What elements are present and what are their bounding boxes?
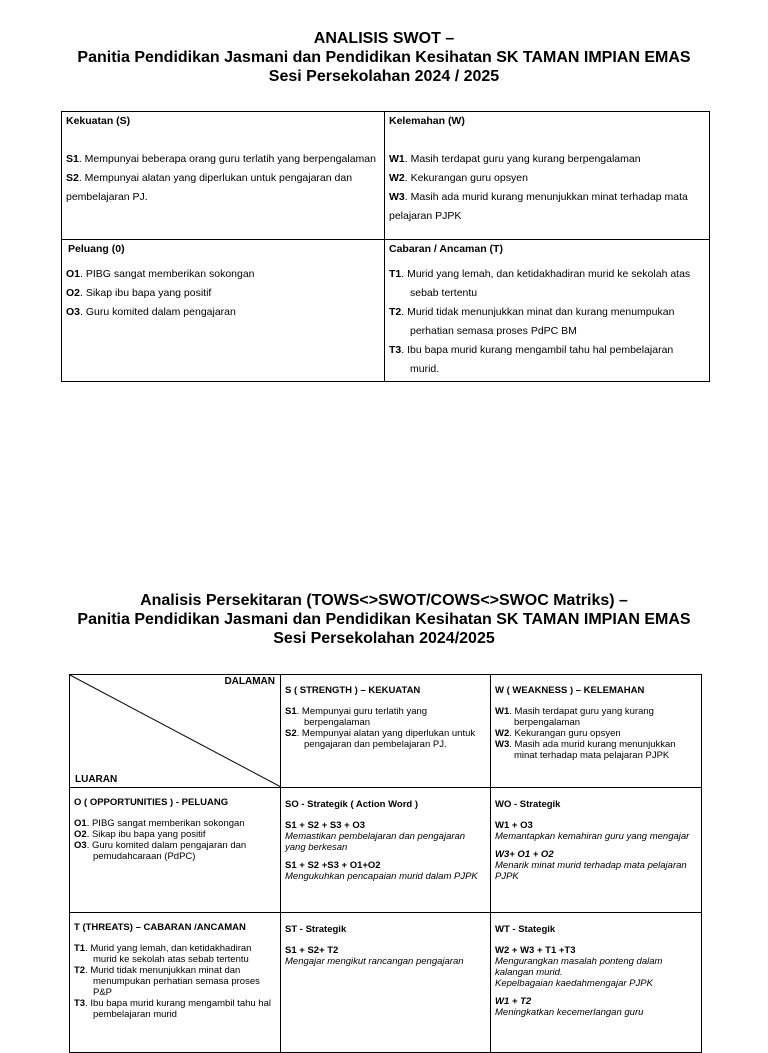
wt-formula: W2 + W3 + T1 +T3 [495,945,576,956]
strength-item: S1. Mempunyai beberapa orang guru terlatih yang berpengalaman [66,153,376,165]
so-heading: SO - Strategik ( Action Word ) [285,799,419,810]
tows-weakness-item: W2. Kekurangan guru opsyen [495,728,621,739]
threat-item: T2. Murid tidak menunjukkan minat dan kurang menumpukan perhatian semasa proses PdPC BM [389,306,675,337]
tows-opportunity-item: O1. PIBG sangat memberikan sokongan [74,818,245,829]
so-formula: S1 + S2 + S3 + O3 [285,820,366,831]
threat-heading: Cabaran / Ancaman (T) [389,243,503,255]
tows-strength-item: S2. Mempunyai alatan yang diperlukan untuk pengajaran dan pembelajaran PJ. [285,728,476,750]
tows-weakness-item: W3. Masih ada murid kurang menunjukkan minat terhadap mata pelajaran PJPK [495,739,676,761]
tows-matrix [69,674,702,1053]
tows-threat-item: T2. Murid tidak menunjukkan minat dan menumpukan perhatian semasa proses P&P [74,965,260,998]
weakness-item: W2. Kekurangan guru opsyen [389,172,528,184]
wo-formula: W3+ O1 + O2 [495,849,554,860]
wo-heading: WO - Strategik [495,799,561,810]
swot-title-line-1: ANALISIS SWOT – [313,30,455,47]
tows-weakness-heading: W ( WEAKNESS ) – KELEMAHAN [495,685,645,696]
tows-opportunity-heading: O ( OPPORTUNITIES ) - PELUANG [74,797,229,808]
tows-threat-cell [70,913,281,1053]
swot-title-line-2: Panitia Pendidikan Jasmani dan Pendidikan Kesihatan SK TAMAN IMPIAN EMAS [77,49,691,66]
wt-formula: W1 + T2 [495,996,532,1007]
threat-item: T1. Murid yang lemah, dan ketidakhadiran murid ke sekolah atas sebab tertentu [389,268,691,299]
strength-cell [62,112,385,240]
tows-strength-cell [281,675,491,788]
strength-item: S2. Mempunyai alatan yang diperlukan untuk pengajaran dan pembelajaran PJ. [66,172,353,203]
tows-title-line-1: Analisis Persekitaran (TOWS<>SWOT/COWS<>SWOC Matriks) – [140,592,628,609]
wo-formula: W1 + O3 [495,820,533,831]
tows-weakness-cell [491,675,702,788]
tows-title-line-2: Panitia Pendidikan Jasmani dan Pendidikan Kesihatan SK TAMAN IMPIAN EMAS [77,611,691,628]
weakness-item: W3. Masih ada murid kurang menunjukkan minat terhadap mata pelajaran PJPK [389,191,688,222]
st-strategy-cell [281,913,491,1053]
threat-cell [385,240,710,382]
opportunity-cell [62,240,385,382]
corner-cell [70,675,281,788]
tows-weakness-item: W1. Masih terdapat guru yang kurang berpengalaman [495,706,654,728]
opportunity-item: O2. Sikap ibu bapa yang positif [66,287,212,299]
wo-strategy-cell [491,788,702,913]
wt-description: Mengurangkan masalah ponteng dalam kalangan murid. [495,956,663,978]
tows-opportunity-item: O3. Guru komited dalam pengajaran dan pemudahcaraan (PdPC) [74,840,247,862]
wo-description: Memantapkan kemahiran guru yang mengajar [495,831,690,842]
swot-title [0,29,768,86]
opportunity-heading: Peluang (0) [68,243,125,255]
tows-title [0,591,768,648]
weakness-cell [385,112,710,240]
so-strategy-cell [281,788,491,913]
swot-title-line-3: Sesi Persekolahan 2024 / 2025 [268,68,500,85]
swot-table [61,111,710,382]
wt-description: Meningkatkan kecemerlangan guru [495,1007,644,1018]
so-description: Mengukuhkan pencapaian murid dalam PJPK [285,871,478,882]
weakness-item: W1. Masih terdapat guru yang kurang berpengalaman [389,153,641,165]
tows-strength-heading: S ( STRENGTH ) – KEKUATAN [285,685,421,696]
tows-title-line-3: Sesi Persekolahan 2024/2025 [273,630,495,647]
opportunity-item: O3. Guru komited dalam pengajaran [66,306,236,318]
tows-opportunity-item: O2. Sikap ibu bapa yang positif [74,829,206,840]
st-formula: S1 + S2+ T2 [285,945,339,956]
wt-description: Kepelbagaian kaedahmengajar PJPK [495,978,653,989]
tows-threat-item: T3. Ibu bapa murid kurang mengambil tahu hal pembelajaran murid [74,998,271,1020]
so-formula: S1 + S2 +S3 + O1+O2 [285,860,381,871]
strength-heading: Kekuatan (S) [66,115,131,127]
wo-description: Menarik minat murid terhadap mata pelajaran PJPK [495,860,687,882]
wt-strategy-cell [491,913,702,1053]
tows-threat-item: T1. Murid yang lemah, dan ketidakhadiran murid ke sekolah atas sebab tertentu [74,943,252,965]
tows-opportunity-cell [70,788,281,913]
st-description: Mengajar mengikut rancangan pengajaran [285,956,464,967]
dalaman-label: DALAMAN [224,676,275,687]
so-description: Memastikan pembelajaran dan pengajaran yang berkesan [285,831,466,853]
tows-strength-item: S1. Mempunyai guru terlatih yang berpengalaman [285,706,428,728]
opportunity-item: O1. PIBG sangat memberikan sokongan [66,268,255,280]
st-heading: ST - Strategik [285,924,347,935]
luaran-label: LUARAN [75,774,118,785]
tows-threat-heading: T (THREATS) – CABARAN /ANCAMAN [74,922,246,933]
diagonal-divider [70,675,281,787]
wt-heading: WT - Stategik [495,924,556,935]
weakness-heading: Kelemahan (W) [389,115,465,127]
threat-item: T3. Ibu bapa murid kurang mengambil tahu hal pembelajaran murid. [389,344,674,375]
